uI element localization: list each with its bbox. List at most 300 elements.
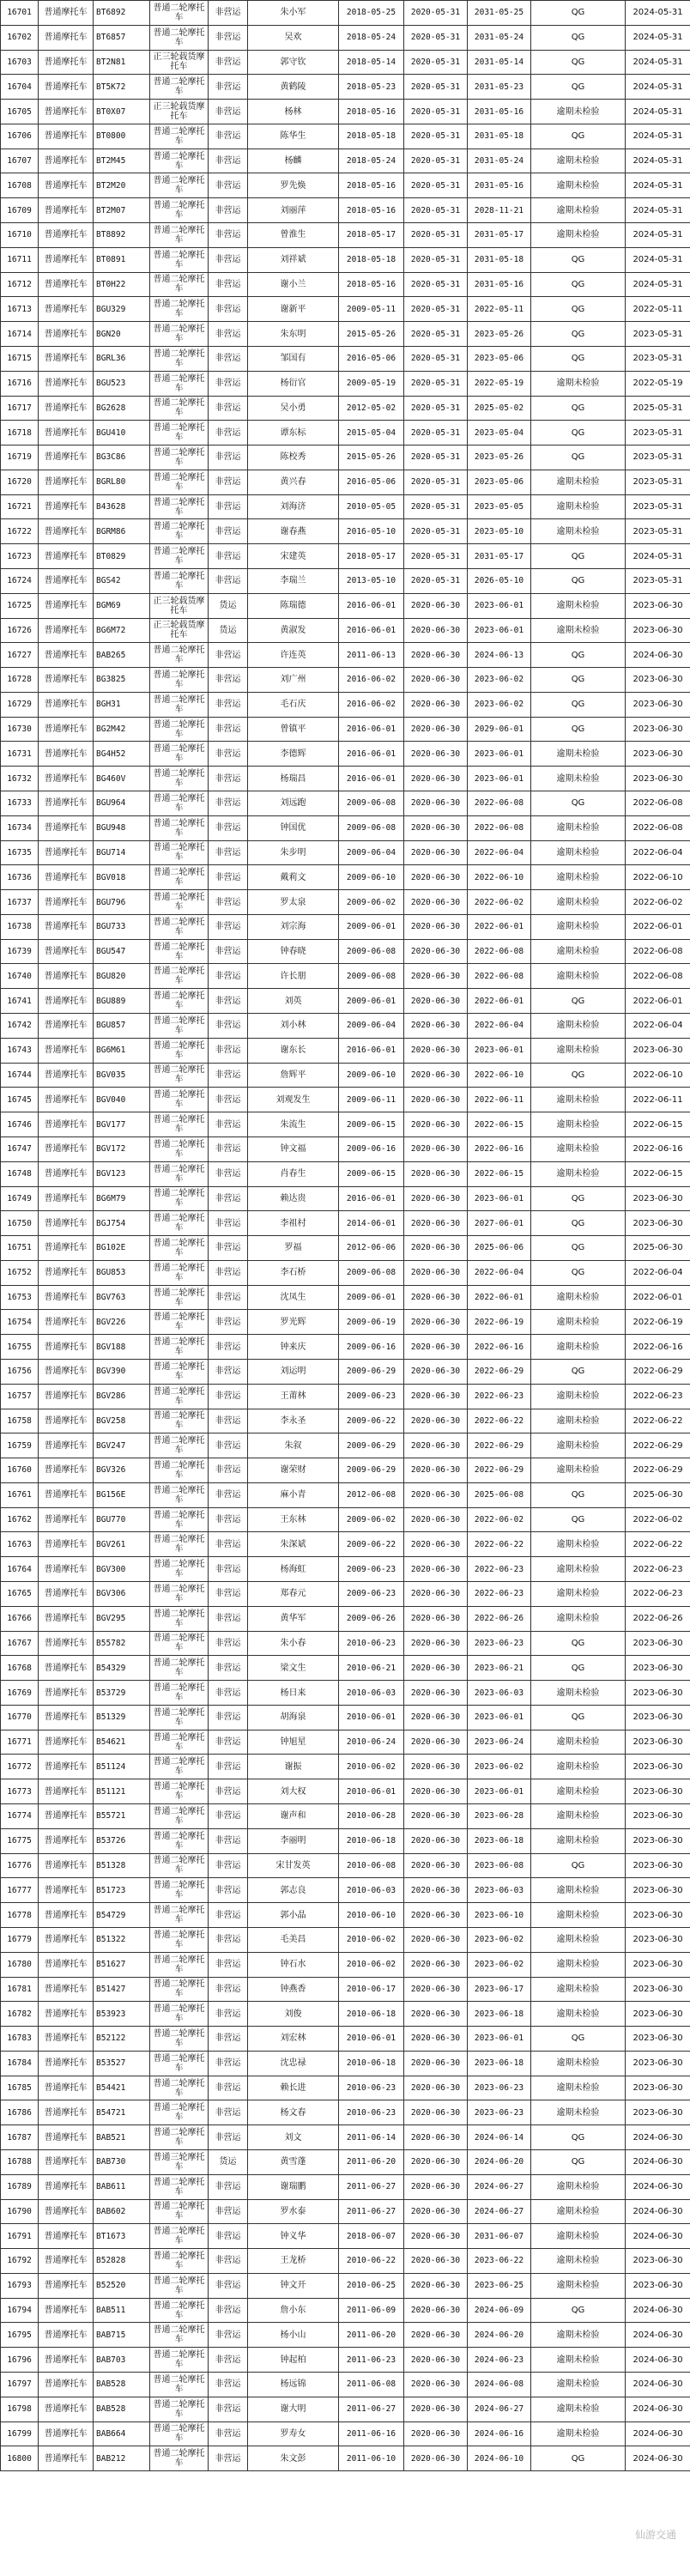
cell-register-date: 2016-06-01	[339, 717, 404, 742]
cell-owner-name: 王东林	[248, 1507, 339, 1532]
cell-vehicle-type: 普通摩托车	[39, 1335, 94, 1360]
cell-status: 逾期未检验	[531, 1606, 626, 1631]
cell-valid-until: 2023-06-30	[626, 1952, 690, 1977]
cell-usage-type: 非营运	[209, 1, 248, 26]
cell-plate-number: BGV326	[94, 1458, 150, 1483]
cell-plate-number: BG6M79	[94, 1186, 150, 1211]
table-row	[1, 322, 690, 347]
cell-usage-type: 非营运	[209, 865, 248, 890]
cell-register-date: 2018-05-14	[339, 50, 404, 75]
cell-status: QG	[531, 1211, 626, 1236]
cell-row-index: 16735	[1, 840, 39, 865]
cell-inspection-date: 2020-06-30	[404, 1088, 468, 1112]
cell-row-index: 16707	[1, 148, 39, 173]
cell-inspection-date: 2020-06-30	[404, 1952, 468, 1977]
cell-inspection-date: 2020-06-30	[404, 2298, 468, 2323]
cell-inspection-date: 2020-06-30	[404, 2421, 468, 2446]
cell-row-index: 16734	[1, 815, 39, 840]
cell-status: QG	[531, 50, 626, 75]
cell-register-date: 2009-06-01	[339, 914, 404, 939]
cell-vehicle-type: 普通摩托车	[39, 223, 94, 248]
cell-valid-until: 2023-06-30	[626, 1903, 690, 1928]
cell-row-index: 16712	[1, 272, 39, 297]
cell-owner-name: 刘宏林	[248, 2027, 339, 2052]
cell-scrap-date: 2022-06-26	[468, 1606, 531, 1631]
cell-register-date: 2009-06-29	[339, 1458, 404, 1483]
cell-vehicle-model: 普通二轮摩托车	[150, 1211, 209, 1236]
cell-register-date: 2018-05-16	[339, 198, 404, 223]
cell-vehicle-model: 普通二轮摩托车	[150, 815, 209, 840]
table-row	[1, 2348, 690, 2373]
cell-usage-type: 非营运	[209, 1532, 248, 1557]
cell-scrap-date: 2031-05-24	[468, 25, 531, 50]
table-row	[1, 494, 690, 519]
cell-row-index: 16748	[1, 1161, 39, 1186]
cell-scrap-date: 2031-05-17	[468, 544, 531, 569]
cell-register-date: 2018-05-23	[339, 75, 404, 100]
cell-register-date: 2018-06-07	[339, 2224, 404, 2249]
cell-vehicle-model: 普通二轮摩托车	[150, 1285, 209, 1310]
cell-valid-until: 2023-06-30	[626, 1828, 690, 1853]
table-row	[1, 1260, 690, 1285]
table-row	[1, 1631, 690, 1656]
cell-vehicle-model: 普通二轮摩托车	[150, 914, 209, 939]
cell-vehicle-model: 普通二轮摩托车	[150, 494, 209, 519]
cell-owner-name: 朱文彭	[248, 2446, 339, 2471]
cell-status: QG	[531, 75, 626, 100]
cell-inspection-date: 2020-05-31	[404, 519, 468, 544]
cell-owner-name: 刘远跑	[248, 791, 339, 816]
cell-usage-type: 非营运	[209, 1458, 248, 1483]
cell-register-date: 2010-06-03	[339, 1878, 404, 1903]
cell-status: 逾期未检验	[531, 865, 626, 890]
table-row	[1, 124, 690, 148]
cell-vehicle-type: 普通摩托车	[39, 618, 94, 643]
cell-status: 逾期未检验	[531, 939, 626, 964]
cell-vehicle-model: 普通二轮摩托车	[150, 1088, 209, 1112]
cell-row-index: 16756	[1, 1359, 39, 1384]
cell-status: 逾期未检验	[531, 767, 626, 791]
cell-row-index: 16764	[1, 1557, 39, 1582]
cell-inspection-date: 2020-05-31	[404, 1, 468, 26]
cell-valid-until: 2024-05-31	[626, 148, 690, 173]
cell-usage-type: 非营运	[209, 173, 248, 198]
cell-usage-type: 非营运	[209, 2051, 248, 2076]
cell-status: 逾期未检验	[531, 2224, 626, 2249]
cell-scrap-date: 2022-06-02	[468, 1507, 531, 1532]
cell-register-date: 2009-06-16	[339, 1335, 404, 1360]
cell-vehicle-model: 普通二轮摩托车	[150, 2100, 209, 2125]
cell-usage-type: 非营运	[209, 767, 248, 791]
cell-status: QG	[531, 297, 626, 322]
cell-register-date: 2011-06-27	[339, 2397, 404, 2421]
cell-scrap-date: 2023-06-01	[468, 1705, 531, 1730]
cell-vehicle-type: 普通摩托车	[39, 1606, 94, 1631]
cell-scrap-date: 2024-06-27	[468, 2397, 531, 2421]
cell-status: QG	[531, 717, 626, 742]
cell-row-index: 16728	[1, 668, 39, 693]
cell-inspection-date: 2020-06-30	[404, 2002, 468, 2027]
cell-inspection-date: 2020-06-30	[404, 1112, 468, 1137]
cell-valid-until: 2024-06-30	[626, 2373, 690, 2397]
table-row	[1, 1409, 690, 1433]
table-row	[1, 1112, 690, 1137]
cell-row-index: 16731	[1, 742, 39, 767]
cell-plate-number: BGU714	[94, 840, 150, 865]
cell-scrap-date: 2022-06-29	[468, 1433, 531, 1458]
cell-usage-type: 非营运	[209, 668, 248, 693]
cell-scrap-date: 2023-06-18	[468, 2051, 531, 2076]
cell-owner-name: 陈华生	[248, 124, 339, 148]
cell-vehicle-model: 普通二轮摩托车	[150, 25, 209, 50]
cell-register-date: 2010-06-08	[339, 1853, 404, 1878]
cell-row-index: 16755	[1, 1335, 39, 1360]
cell-row-index: 16742	[1, 1014, 39, 1039]
cell-plate-number: B53527	[94, 2051, 150, 2076]
cell-row-index: 16719	[1, 445, 39, 470]
cell-plate-number: BT0H22	[94, 272, 150, 297]
cell-row-index: 16738	[1, 914, 39, 939]
cell-status: 逾期未检验	[531, 198, 626, 223]
cell-owner-name: 罗寿女	[248, 2421, 339, 2446]
cell-row-index: 16709	[1, 198, 39, 223]
cell-inspection-date: 2020-06-30	[404, 742, 468, 767]
cell-status: QG	[531, 421, 626, 445]
cell-owner-name: 曾镇平	[248, 717, 339, 742]
cell-owner-name: 谢荣财	[248, 1458, 339, 1483]
cell-owner-name: 李德辉	[248, 742, 339, 767]
cell-vehicle-type: 普通摩托车	[39, 1532, 94, 1557]
cell-vehicle-model: 普通二轮摩托车	[150, 371, 209, 396]
cell-usage-type: 非营运	[209, 75, 248, 100]
cell-scrap-date: 2031-05-16	[468, 272, 531, 297]
cell-plate-number: BAB265	[94, 643, 150, 668]
cell-row-index: 16723	[1, 544, 39, 569]
cell-scrap-date: 2031-05-18	[468, 247, 531, 272]
cell-status: 逾期未检验	[531, 100, 626, 124]
cell-usage-type: 非营运	[209, 124, 248, 148]
cell-register-date: 2010-06-22	[339, 2249, 404, 2274]
cell-register-date: 2012-06-08	[339, 1482, 404, 1507]
cell-valid-until: 2022-06-01	[626, 914, 690, 939]
cell-row-index: 16747	[1, 1136, 39, 1161]
cell-vehicle-model: 普通二轮摩托车	[150, 643, 209, 668]
cell-status: 逾期未检验	[531, 1977, 626, 2002]
table-row	[1, 593, 690, 618]
cell-plate-number: B55721	[94, 1804, 150, 1829]
cell-scrap-date: 2022-06-19	[468, 1310, 531, 1335]
cell-scrap-date: 2023-06-18	[468, 1828, 531, 1853]
cell-register-date: 2010-06-28	[339, 1804, 404, 1829]
cell-vehicle-type: 普通摩托车	[39, 914, 94, 939]
cell-owner-name: 黄兴春	[248, 470, 339, 494]
cell-vehicle-model: 普通二轮摩托车	[150, 2027, 209, 2052]
cell-plate-number: BGV247	[94, 1433, 150, 1458]
table-row	[1, 445, 690, 470]
table-row	[1, 618, 690, 643]
cell-inspection-date: 2020-06-30	[404, 2027, 468, 2052]
cell-vehicle-type: 普通摩托车	[39, 1136, 94, 1161]
cell-register-date: 2009-05-11	[339, 297, 404, 322]
cell-register-date: 2016-06-01	[339, 1038, 404, 1063]
cell-plate-number: BAB212	[94, 2446, 150, 2471]
cell-owner-name: 杨日来	[248, 1681, 339, 1706]
cell-plate-number: BG6M72	[94, 618, 150, 643]
cell-status: QG	[531, 1853, 626, 1878]
table-row	[1, 964, 690, 989]
cell-usage-type: 非营运	[209, 1310, 248, 1335]
cell-vehicle-type: 普通摩托车	[39, 1088, 94, 1112]
cell-vehicle-model: 正三轮载货摩托车	[150, 618, 209, 643]
cell-register-date: 2016-06-01	[339, 593, 404, 618]
cell-valid-until: 2024-06-30	[626, 2421, 690, 2446]
cell-vehicle-type: 普通摩托车	[39, 593, 94, 618]
table-row	[1, 470, 690, 494]
cell-status: 逾期未检验	[531, 1952, 626, 1977]
cell-inspection-date: 2020-06-30	[404, 1804, 468, 1829]
cell-vehicle-model: 普通二轮摩托车	[150, 964, 209, 989]
cell-plate-number: BGM69	[94, 593, 150, 618]
cell-plate-number: BT5K72	[94, 75, 150, 100]
cell-status: 逾期未检验	[531, 173, 626, 198]
cell-valid-until: 2023-06-30	[626, 1705, 690, 1730]
cell-vehicle-model: 普通二轮摩托车	[150, 445, 209, 470]
cell-valid-until: 2023-05-31	[626, 568, 690, 593]
cell-row-index: 16770	[1, 1705, 39, 1730]
cell-vehicle-model: 普通二轮摩托车	[150, 1582, 209, 1607]
table-row	[1, 396, 690, 421]
cell-scrap-date: 2023-06-25	[468, 2273, 531, 2298]
cell-status: 逾期未检验	[531, 1532, 626, 1557]
cell-owner-name: 谢春燕	[248, 519, 339, 544]
cell-usage-type: 非营运	[209, 1804, 248, 1829]
cell-register-date: 2018-05-16	[339, 272, 404, 297]
cell-plate-number: BAB528	[94, 2373, 150, 2397]
cell-inspection-date: 2020-06-30	[404, 1236, 468, 1261]
cell-scrap-date: 2023-06-01	[468, 742, 531, 767]
cell-vehicle-type: 普通摩托车	[39, 939, 94, 964]
cell-vehicle-type: 普通摩托车	[39, 322, 94, 347]
cell-register-date: 2012-06-06	[339, 1236, 404, 1261]
cell-scrap-date: 2023-06-01	[468, 2027, 531, 2052]
cell-usage-type: 非营运	[209, 815, 248, 840]
cell-valid-until: 2023-06-30	[626, 1927, 690, 1952]
cell-row-index: 16746	[1, 1112, 39, 1137]
cell-vehicle-type: 普通摩托车	[39, 1656, 94, 1681]
cell-owner-name: 刘广州	[248, 668, 339, 693]
cell-inspection-date: 2020-05-31	[404, 198, 468, 223]
cell-vehicle-type: 普通摩托车	[39, 692, 94, 717]
cell-status: QG	[531, 544, 626, 569]
table-row	[1, 25, 690, 50]
cell-register-date: 2018-05-16	[339, 173, 404, 198]
table-row	[1, 767, 690, 791]
cell-vehicle-model: 普通二轮摩托车	[150, 1409, 209, 1433]
cell-vehicle-type: 普通摩托车	[39, 297, 94, 322]
cell-status: QG	[531, 2149, 626, 2174]
cell-vehicle-type: 普通摩托车	[39, 2446, 94, 2471]
cell-scrap-date: 2022-06-08	[468, 939, 531, 964]
cell-owner-name: 谢瑞鹏	[248, 2174, 339, 2199]
cell-plate-number: BGV040	[94, 1088, 150, 1112]
cell-owner-name: 杨远锦	[248, 2373, 339, 2397]
cell-row-index: 16757	[1, 1384, 39, 1409]
cell-valid-until: 2023-05-31	[626, 322, 690, 347]
cell-status: QG	[531, 1482, 626, 1507]
cell-vehicle-type: 普通摩托车	[39, 1409, 94, 1433]
cell-usage-type: 非营运	[209, 2224, 248, 2249]
cell-inspection-date: 2020-06-30	[404, 1878, 468, 1903]
cell-plate-number: BAB730	[94, 2149, 150, 2174]
cell-usage-type: 非营运	[209, 100, 248, 124]
table-row	[1, 939, 690, 964]
cell-usage-type: 非营运	[209, 1186, 248, 1211]
cell-scrap-date: 2024-06-09	[468, 2298, 531, 2323]
cell-vehicle-type: 普通摩托车	[39, 1161, 94, 1186]
cell-vehicle-type: 普通摩托车	[39, 198, 94, 223]
cell-scrap-date: 2026-05-10	[468, 568, 531, 593]
cell-status: 逾期未检验	[531, 1458, 626, 1483]
table-row	[1, 1482, 690, 1507]
cell-vehicle-model: 普通二轮摩托车	[150, 322, 209, 347]
cell-status: 逾期未检验	[531, 1903, 626, 1928]
cell-plate-number: BGV123	[94, 1161, 150, 1186]
cell-usage-type: 非营运	[209, 2027, 248, 2052]
cell-inspection-date: 2020-05-31	[404, 272, 468, 297]
cell-scrap-date: 2023-06-22	[468, 2249, 531, 2274]
cell-scrap-date: 2022-06-04	[468, 1014, 531, 1039]
cell-valid-until: 2023-06-30	[626, 618, 690, 643]
cell-status: 逾期未检验	[531, 1409, 626, 1433]
cell-status: QG	[531, 1, 626, 26]
cell-owner-name: 罗先焕	[248, 173, 339, 198]
cell-vehicle-model: 普通二轮摩托车	[150, 2076, 209, 2100]
cell-vehicle-type: 普通摩托车	[39, 2027, 94, 2052]
cell-valid-until: 2022-06-08	[626, 815, 690, 840]
cell-plate-number: BGU523	[94, 371, 150, 396]
cell-row-index: 16783	[1, 2027, 39, 2052]
cell-usage-type: 非营运	[209, 2373, 248, 2397]
cell-scrap-date: 2023-06-01	[468, 618, 531, 643]
cell-owner-name: 钟文福	[248, 1136, 339, 1161]
cell-vehicle-model: 普通二轮摩托车	[150, 1335, 209, 1360]
cell-valid-until: 2023-06-30	[626, 1853, 690, 1878]
cell-valid-until: 2023-06-30	[626, 2051, 690, 2076]
cell-status: QG	[531, 124, 626, 148]
cell-valid-until: 2022-06-04	[626, 840, 690, 865]
cell-row-index: 16730	[1, 717, 39, 742]
cell-scrap-date: 2024-06-27	[468, 2174, 531, 2199]
cell-vehicle-model: 普通二轮摩托车	[150, 1, 209, 26]
cell-plate-number: BGU857	[94, 1014, 150, 1039]
cell-vehicle-type: 普通摩托车	[39, 2323, 94, 2348]
table-row	[1, 247, 690, 272]
cell-owner-name: 钟来庆	[248, 1335, 339, 1360]
cell-valid-until: 2022-06-29	[626, 1359, 690, 1384]
cell-register-date: 2009-06-10	[339, 865, 404, 890]
cell-usage-type: 非营运	[209, 1285, 248, 1310]
cell-row-index: 16791	[1, 2224, 39, 2249]
cell-owner-name: 许连英	[248, 643, 339, 668]
cell-inspection-date: 2020-05-31	[404, 421, 468, 445]
cell-plate-number: B51329	[94, 1705, 150, 1730]
cell-valid-until: 2024-06-30	[626, 2397, 690, 2421]
cell-row-index: 16797	[1, 2373, 39, 2397]
cell-row-index: 16701	[1, 1, 39, 26]
cell-inspection-date: 2020-05-31	[404, 494, 468, 519]
cell-vehicle-type: 普通摩托车	[39, 1779, 94, 1804]
cell-plate-number: B51322	[94, 1927, 150, 1952]
cell-vehicle-model: 普通二轮摩托车	[150, 1038, 209, 1063]
cell-plate-number: BGV035	[94, 1063, 150, 1088]
cell-vehicle-type: 普通摩托车	[39, 2149, 94, 2174]
cell-row-index: 16795	[1, 2323, 39, 2348]
cell-plate-number: B51121	[94, 1779, 150, 1804]
table-row	[1, 1853, 690, 1878]
cell-inspection-date: 2020-06-30	[404, 1260, 468, 1285]
cell-usage-type: 非营运	[209, 1507, 248, 1532]
cell-inspection-date: 2020-06-30	[404, 618, 468, 643]
cell-inspection-date: 2020-05-31	[404, 544, 468, 569]
cell-valid-until: 2022-06-04	[626, 1014, 690, 1039]
cell-owner-name: 黄华军	[248, 1606, 339, 1631]
cell-owner-name: 罗水泰	[248, 2199, 339, 2224]
cell-status: 逾期未检验	[531, 1828, 626, 1853]
cell-valid-until: 2024-06-30	[626, 2348, 690, 2373]
cell-inspection-date: 2020-05-31	[404, 568, 468, 593]
cell-plate-number: B53726	[94, 1828, 150, 1853]
cell-usage-type: 非营运	[209, 742, 248, 767]
cell-status: 逾期未检验	[531, 2100, 626, 2125]
cell-plate-number: BGU853	[94, 1260, 150, 1285]
cell-status: QG	[531, 1236, 626, 1261]
cell-usage-type: 非营运	[209, 1038, 248, 1063]
cell-vehicle-type: 普通摩托车	[39, 1977, 94, 2002]
cell-vehicle-type: 普通摩托车	[39, 2076, 94, 2100]
cell-plate-number: BG3825	[94, 668, 150, 693]
cell-usage-type: 非营运	[209, 371, 248, 396]
cell-vehicle-type: 普通摩托车	[39, 1310, 94, 1335]
table-row	[1, 2373, 690, 2397]
cell-owner-name: 谢大明	[248, 2397, 339, 2421]
cell-status: QG	[531, 1186, 626, 1211]
cell-plate-number: B51328	[94, 1853, 150, 1878]
cell-valid-until: 2023-06-30	[626, 668, 690, 693]
cell-status: QG	[531, 2027, 626, 2052]
cell-row-index: 16788	[1, 2149, 39, 2174]
table-row	[1, 421, 690, 445]
cell-owner-name: 罗福	[248, 1236, 339, 1261]
table-row	[1, 2397, 690, 2421]
cell-row-index: 16737	[1, 890, 39, 915]
cell-inspection-date: 2020-05-31	[404, 346, 468, 371]
cell-row-index: 16760	[1, 1458, 39, 1483]
cell-inspection-date: 2020-06-30	[404, 643, 468, 668]
cell-status: QG	[531, 1063, 626, 1088]
table-row	[1, 840, 690, 865]
cell-scrap-date: 2024-06-20	[468, 2323, 531, 2348]
cell-status: 逾期未检验	[531, 1014, 626, 1039]
cell-valid-until: 2022-06-04	[626, 1260, 690, 1285]
cell-vehicle-type: 普通摩托车	[39, 50, 94, 75]
cell-inspection-date: 2020-06-30	[404, 1507, 468, 1532]
cell-status: QG	[531, 1656, 626, 1681]
cell-owner-name: 刘海济	[248, 494, 339, 519]
table-row	[1, 2421, 690, 2446]
cell-owner-name: 杨衍官	[248, 371, 339, 396]
cell-status: QG	[531, 25, 626, 50]
cell-plate-number: BAB715	[94, 2323, 150, 2348]
